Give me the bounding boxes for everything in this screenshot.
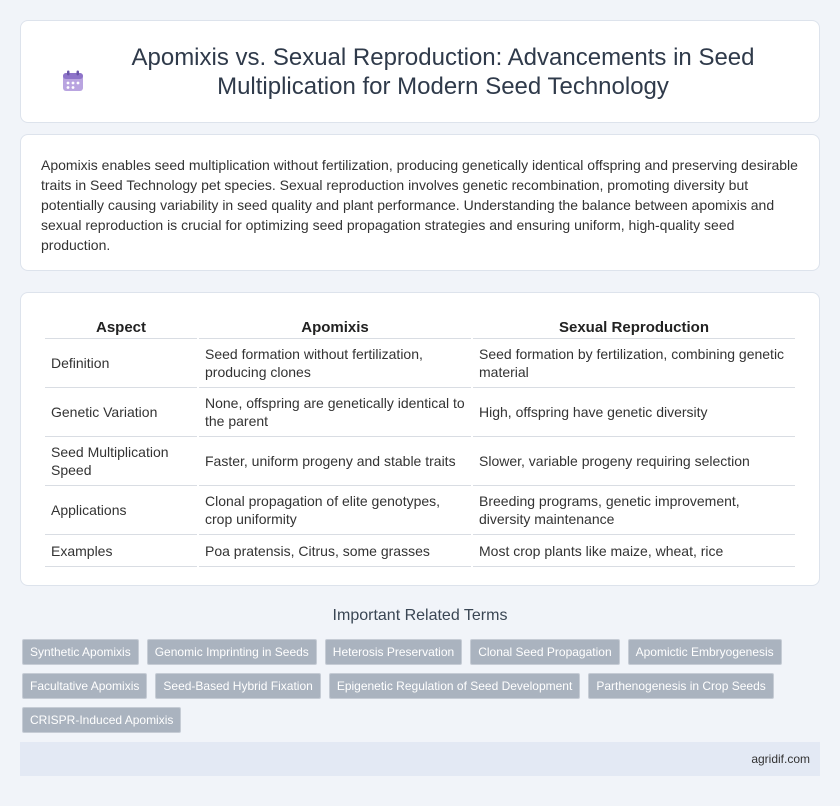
footer-site-link[interactable]: agridif.com: [751, 752, 810, 766]
table-cell: Seed Multiplication Speed: [45, 437, 197, 486]
header-sexual-reproduction: Sexual Reproduction: [473, 315, 795, 339]
tag-clonal-seed-propagation[interactable]: Clonal Seed Propagation: [470, 639, 619, 665]
title-card: [20, 20, 820, 123]
table-cell: Poa pratensis, Citrus, some grasses: [199, 535, 471, 567]
tag-seed-based-hybrid-fixation[interactable]: Seed-Based Hybrid Fixation: [155, 673, 320, 699]
table-row: [45, 388, 795, 437]
table-cell: Slower, variable progeny requiring selection: [473, 437, 795, 486]
calendar-icon: [61, 69, 85, 93]
title-wrap: [61, 43, 779, 101]
tag-facultative-apomixis[interactable]: Facultative Apomixis: [22, 673, 147, 699]
intro-paragraph: Apomixis enables seed multiplication without fertilization, producing genetically identical offspring and preserving desirable traits in Seed Technology pet species. Sexual reproduction involves genetic recombination, promoting diversity but potentially causing variability in seed quality and plant performance. Understanding the balance between apomixis and sexual reproduction is crucial for optimizing seed propagation strategies and ensuring uniform, high-quality seed production.: [41, 157, 798, 253]
table-cell: None, offspring are genetically identical to the parent: [199, 388, 471, 437]
tag-epigenetic-regulation[interactable]: Epigenetic Regulation of Seed Development: [329, 673, 581, 699]
table-cell: Breeding programs, genetic improvement, diversity maintenance: [473, 486, 795, 535]
table-cell: Applications: [45, 486, 197, 535]
tag-heterosis-preservation[interactable]: Heterosis Preservation: [325, 639, 462, 665]
table-row: [45, 339, 795, 388]
table-row: [45, 437, 795, 486]
table-cell: Seed formation by fertilization, combining genetic material: [473, 339, 795, 388]
footer: [20, 742, 820, 776]
tag-parthenogenesis[interactable]: Parthenogenesis in Crop Seeds: [588, 673, 773, 699]
table-cell: Seed formation without fertilization, producing clones: [199, 339, 471, 388]
comparison-table: [43, 315, 797, 567]
tag-genomic-imprinting[interactable]: Genomic Imprinting in Seeds: [147, 639, 317, 665]
intro-card: [20, 134, 820, 271]
table-row: [45, 486, 795, 535]
table-cell: Clonal propagation of elite genotypes, crop uniformity: [199, 486, 471, 535]
tag-synthetic-apomixis[interactable]: Synthetic Apomixis: [22, 639, 139, 665]
header-apomixis: Apomixis: [199, 315, 471, 339]
table-cell: Examples: [45, 535, 197, 567]
comparison-table-card: [20, 292, 820, 586]
table-row: [45, 535, 795, 567]
header-aspect: Aspect: [45, 315, 197, 339]
page-title: Apomixis vs. Sexual Reproduction: Advancements in Seed Multiplication for Modern Seed Technology: [131, 43, 755, 100]
table-cell: Most crop plants like maize, wheat, rice: [473, 535, 795, 567]
table-cell: Genetic Variation: [45, 388, 197, 437]
related-terms-title: Important Related Terms: [332, 607, 508, 624]
tag-crispr-induced-apomixis[interactable]: CRISPR-Induced Apomixis: [22, 707, 181, 733]
table-header-row: [45, 315, 795, 339]
tag-apomictic-embryogenesis[interactable]: Apomictic Embryogenesis: [628, 639, 782, 665]
table-cell: Definition: [45, 339, 197, 388]
related-terms-tags: [22, 639, 822, 741]
table-cell: Faster, uniform progeny and stable traits: [199, 437, 471, 486]
table-cell: High, offspring have genetic diversity: [473, 388, 795, 437]
